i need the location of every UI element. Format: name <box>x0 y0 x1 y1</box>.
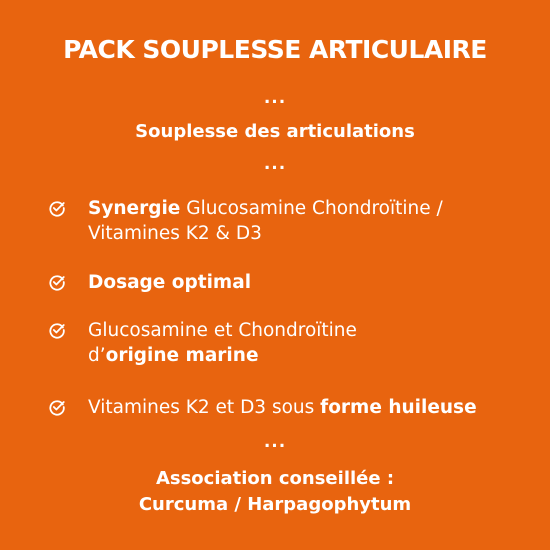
benefit-text-line: Glucosamine et Chondroïtine <box>88 320 357 341</box>
benefit-text-part: d’ <box>88 345 106 366</box>
check-circle-icon <box>48 199 66 217</box>
check-circle-icon <box>48 321 66 339</box>
separator-dots: ... <box>263 154 287 174</box>
benefit-highlight: Synergie <box>88 198 181 219</box>
benefit-text-part: Glucosamine Chondroïtine / <box>180 198 443 219</box>
check-circle-icon <box>48 398 66 416</box>
benefit-highlight: origine marine <box>105 345 259 366</box>
benefit-text <box>88 395 528 420</box>
association-products: Curcuma / Harpagophytum <box>138 494 412 515</box>
subtitle: Souplesse des articulations <box>135 121 415 142</box>
benefit-highlight: Dosage optimal <box>88 272 252 293</box>
benefit-text <box>88 196 528 246</box>
benefit-text-line: Vitamines K2 & D3 <box>88 223 262 244</box>
pack-title: PACK SOUPLESSE ARTICULAIRE <box>63 35 487 64</box>
benefit-text <box>88 270 528 295</box>
separator-dots: ... <box>263 88 287 108</box>
separator-dots: ... <box>263 432 287 452</box>
benefit-text-part: Vitamines K2 et D3 sous <box>88 397 321 418</box>
association-note <box>0 466 550 518</box>
check-circle-icon <box>48 273 66 291</box>
benefit-text <box>88 318 528 368</box>
association-label: Association conseillée : <box>155 468 395 489</box>
benefit-highlight: forme huileuse <box>320 397 477 418</box>
